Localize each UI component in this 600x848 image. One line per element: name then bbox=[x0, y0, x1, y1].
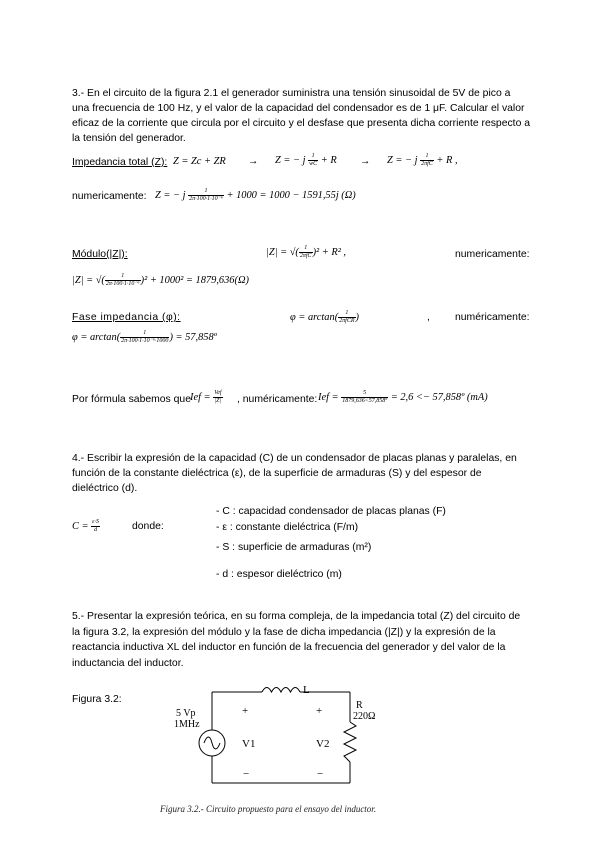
numeric-eq: Z = − j $\frac{1}{\text{2π·100·1·10⁻⁶}}$ + 1000 = 1000 − 1591,55j (Ω) bbox=[155, 188, 356, 202]
resistor-label: R bbox=[356, 700, 363, 711]
numeric-label: numericamente: bbox=[72, 191, 147, 202]
circuit-diagram bbox=[170, 680, 410, 796]
v2-plus-sign: + bbox=[316, 705, 323, 717]
q3-paragraph: 3.- En el circuito de la figura 2.1 el generador suministra una tensión sinusoidal de 5V de pico a una frecuencia de 100 Hz, y el valor de la capacidad del condensador es de 1 μF. Calcular el valor eficaz de la corriente que circula por el circuito y el desfase que presenta dicha corriente respecto a la tensión del generador. bbox=[72, 88, 531, 144]
phase-formula: φ = arctan( $\frac{1}{\text{2πfCR}}$ ) bbox=[290, 310, 359, 324]
def-c: - C : capacidad condensador de placas planas (F) bbox=[216, 506, 446, 517]
ief-numeric-eq: Ief = $\frac{5}{\text{1879,636<57,858º}}$ = 2,6 <− 57,858º (mA) bbox=[318, 390, 488, 404]
arrow-1: → bbox=[248, 156, 259, 167]
v1-label: V1 bbox=[242, 738, 256, 750]
def-s: - S : superficie de armaduras (m²) bbox=[216, 542, 372, 553]
formula-text: Por fórmula sabemos que bbox=[72, 394, 191, 405]
resistor-value-label: 220Ω bbox=[353, 711, 376, 722]
arrow-2: → bbox=[360, 156, 371, 167]
v1-plus-sign: + bbox=[242, 705, 249, 717]
phase-label: Fase impedancia (φ): bbox=[72, 312, 181, 323]
v2-minus-sign: − bbox=[317, 768, 324, 780]
source-frequency-label: 1MHz bbox=[174, 719, 200, 730]
v1-minus-sign: − bbox=[243, 768, 250, 780]
figure-label: Figura 3.2: bbox=[72, 694, 122, 705]
inductor-label: L bbox=[303, 684, 310, 696]
q5-paragraph: 5.- Presentar la expresión teórica, en su forma compleja, de la impedancia total (Z) del circuito de la figura 3.2, la expresión del módulo y la fase de dicha impedancia (|Z|) y la expresión de la reactancia inductiva XL del inductor en función de la frecuencia del generador y del valor de la inductancia del inductor. bbox=[72, 611, 521, 669]
impedance-label: Impedancia total (Z): bbox=[72, 157, 168, 168]
q4-paragraph: 4.- Escribir la expresión de la capacidad (C) de un condensador de placas planas y paralelas, en función de la constante dieléctrica (ε), de la superficie de armaduras (S) y del espesor de dieléctrico (d). bbox=[72, 453, 517, 494]
def-epsilon: - ε : constante dieléctrica (F/m) bbox=[216, 522, 359, 533]
inductor-symbol bbox=[262, 688, 300, 693]
where-label: donde: bbox=[132, 521, 164, 532]
figure-caption: Figura 3.2.- Circuito propuesto para el ensayo del inductor. bbox=[160, 804, 377, 814]
resistor-symbol bbox=[344, 722, 356, 762]
eq-z2: Z = − j $\frac{1}{wC}$ + R bbox=[275, 153, 337, 167]
v2-label: V2 bbox=[316, 738, 330, 750]
ief-formula: Ief = $\frac{\text{Vef}}{|Z|}$ bbox=[190, 390, 222, 404]
source-voltage-label: 5 Vp bbox=[176, 708, 196, 719]
capacitance-formula: C = $\frac{\varepsilon\cdot S}{d}$ bbox=[72, 519, 100, 533]
module-numeric-label: numericamente: bbox=[455, 249, 530, 260]
phase-numeric-label: numéricamente: bbox=[455, 312, 530, 323]
module-formula: |Z| = √( $\frac{1}{\text{2πfC}}$ )² + R² , bbox=[266, 245, 347, 259]
module-label: Módulo(|Z|): bbox=[72, 249, 128, 260]
eq-z3: Z = − j $\frac{1}{\text{2πfC}}$ + R , bbox=[387, 153, 458, 167]
def-d: - d : espesor dieléctrico (m) bbox=[216, 569, 342, 580]
phase-numeric-eq: φ = arctan( $\frac{1}{\text{2π·100·1·10⁻⁶·1000}}$ ) = 57,858º bbox=[72, 330, 217, 344]
module-numeric-eq: |Z| = √( $\frac{1}{\text{2π·100·1·10⁻⁶}}$ )² + 1000² = 1879,636(Ω) bbox=[72, 273, 249, 287]
eq-z1: Z = Zc + ZR bbox=[173, 156, 226, 167]
phase-comma: , bbox=[427, 312, 430, 323]
ief-numeric-label: , numéricamente: bbox=[237, 394, 318, 405]
